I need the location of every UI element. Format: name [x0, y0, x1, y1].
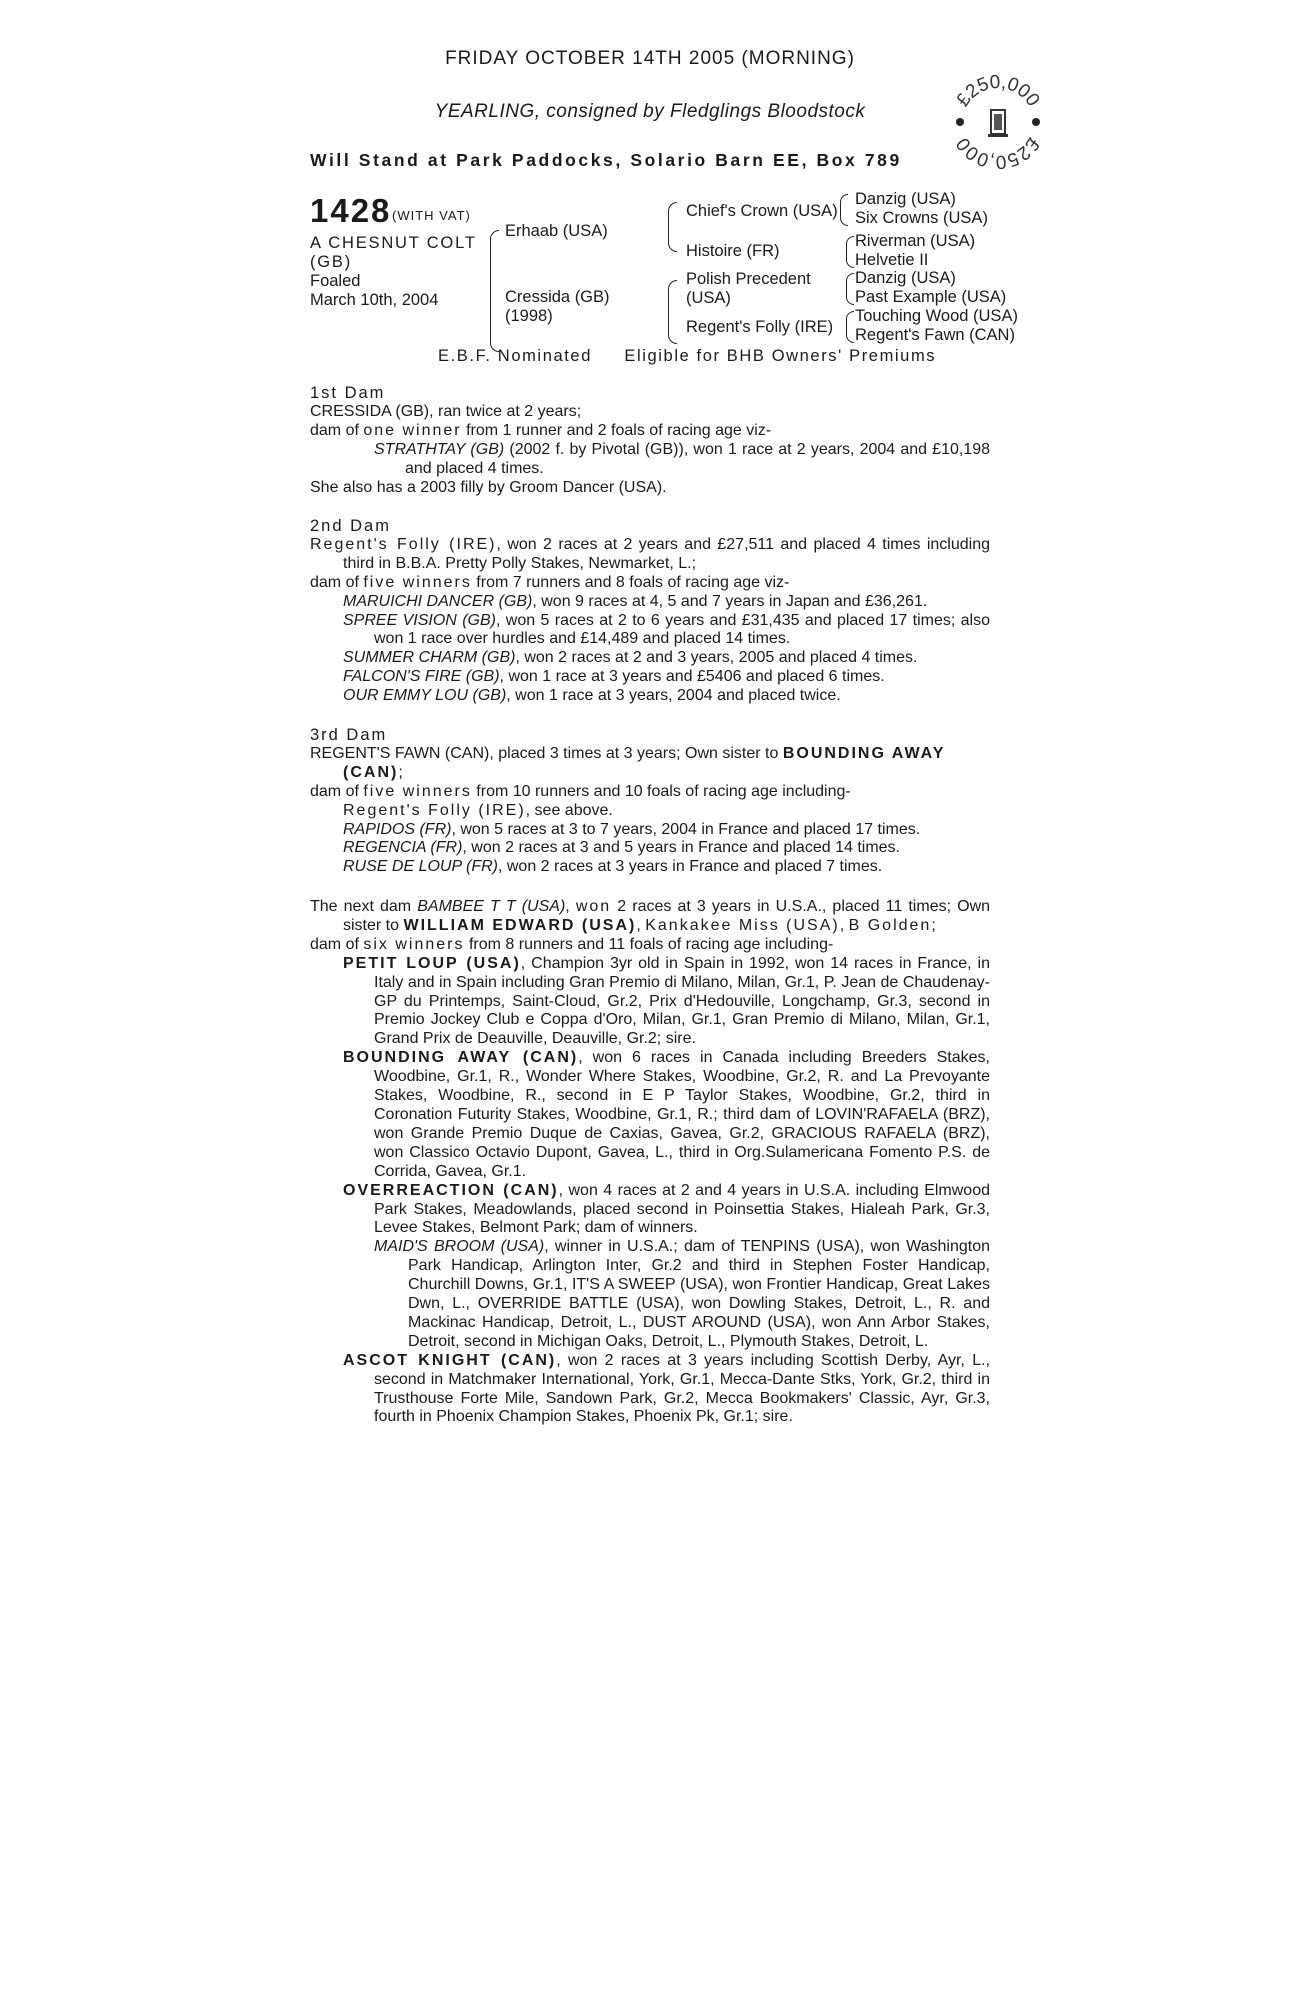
second-dam-summary: Regent's Folly (IRE), won 2 races at 2 years and £27,511 and placed 4 times including third in B.B.A. Pretty Polly Stakes, Newmarket, L.;	[310, 535, 990, 572]
stamp-price-bottom: £250,000	[952, 133, 1044, 172]
sire-name: Erhaab (USA)	[505, 222, 608, 240]
produce-overreaction: OVERREACTION (CAN), won 4 races at 2 and 4 years in U.S.A. including Elmwood Park Stakes, Meadowlands, placed second in Poinsettia Stakes, Hialeah Park, Gr.3, Levee Stakes, Belmont Park; dam of winners.	[343, 1181, 990, 1237]
dam-year: (1998)	[505, 307, 553, 325]
brace-g1	[840, 194, 848, 226]
produce-maids-broom: MAID'S BROOM (USA), winner in U.S.A.; dam of TENPINS (USA), won Washington Park Handicap, Arlington Inter, Gr.2 and third in Stephen Foster Handicap, Churchill Downs, Gr.1, IT'S A SWEEP (USA), won Frontier Handicap, Great Lakes Dwn, L., OVERRIDE BATTLE (USA), won Dowling Stakes, Detroit, L., R. and Mackinac Handicap, Detroit, L., DUST AROUND (USA), won Ann Arbor Stakes, Detroit, second in Michigan Oaks, Detroit, L., Plymouth Stakes, Detroit, L.	[374, 1238, 990, 1350]
price-stamp	[948, 72, 1048, 172]
third-dam-produce-4: RUSE DE LOUP (FR), won 2 races at 3 years in France and placed 7 times.	[343, 858, 883, 876]
brace-parents	[490, 230, 499, 352]
consignment-line: YEARLING, consigned by Fledglings Bloodstock	[434, 101, 866, 122]
second-dam-heading: 2nd Dam	[310, 517, 391, 535]
sale-date: FRIDAY OCTOBER 14TH 2005 (MORNING)	[445, 48, 855, 69]
ggp-3: Riverman (USA)	[855, 232, 976, 250]
first-dam-also: She also has a 2003 filly by Groom Dancer (USA).	[310, 478, 667, 496]
sire-sire: Chief's Crown (USA)	[686, 202, 838, 220]
brace-g4	[846, 311, 854, 343]
pedigree-table	[310, 192, 1040, 348]
ggp-8: Regent's Fawn (CAN)	[855, 326, 1015, 344]
next-dam-produce-line: dam of six winners from 8 runners and 11 foals of racing age including-	[310, 935, 834, 953]
stamp-price-top: £250,000	[952, 72, 1044, 111]
horse-description: A CHESNUT COLT	[310, 234, 477, 252]
produce-ascot-knight: ASCOT KNIGHT (CAN), won 2 races at 3 years including Scottish Derby, Ayr, L., second in Matchmaker International, York, Gr.1, Mecca-Dante Stks, York, Gr.2, third in Trusthouse Forte Mile, Sandown Park, Gr.2, Mecca Bookmakers' Classic, Ayr, Gr.3, fourth in Phoenix Champion Stakes, Phoenix Pk, Gr.1; sire.	[343, 1351, 990, 1426]
produce-petit-loup: PETIT LOUP (USA), Champion 3yr old in Spain in 1992, won 14 races in France, in Italy and in Spain including Gran Premio di Milano, Milan, Gr.1, P. Jean de Chaudenay-GP du Printemps, Saint-Cloud, Gr.2, Prix d'Hedouville, Longchamp, Gr.3, second in Premio Jockey Club e Coppa d'Oro, Milan, Gr.1, Gran Premio di Milano, Milan, Gr.1, Grand Prix de Deauville, Deauville, Gr.2; sire.	[343, 954, 991, 1048]
second-dam-produce-line: dam of five winners from 7 runners and 8 foals of racing age viz-	[310, 573, 790, 591]
second-dam-produce-3: SUMMER CHARM (GB), won 2 races at 2 and 3 years, 2005 and placed 4 times.	[343, 649, 918, 667]
first-dam-summary: CRESSIDA (GB), ran twice at 2 years;	[310, 402, 582, 420]
third-dam-summary: REGENT'S FAWN (CAN), placed 3 times at 3 years; Own sister to BOUNDING AWAY (CAN);	[310, 744, 946, 781]
vat-note: (WITH VAT)	[392, 208, 471, 223]
dam-name: Cressida (GB)	[505, 288, 610, 306]
dam-sire-line2: (USA)	[686, 289, 731, 307]
stamp-seal-icon	[948, 72, 1048, 172]
ggp-2: Six Crowns (USA)	[855, 209, 988, 227]
brace-dam-parents	[668, 280, 677, 344]
produce-bounding-away: BOUNDING AWAY (CAN), won 6 races in Canada including Breeders Stakes, Woodbine, Gr.1, R., Wonder Where Stakes, Woodbine, Gr.2, R. and La Prevoyante Stakes, Woodbine, R., second in E P Taylor Stakes, Woodbine, Gr.2, third in Coronation Futurity Stakes, Woodbine, Gr.1, R.; third dam of LOVIN'RAFAELA (BRZ), won Grande Premio Duque de Caxias, Gavea, Gr.2, GRACIOUS RAFAELA (BRZ), won Classico Octavio Dupont, Gavea, L., third in Org.Sulamericana Fomento P.S. de Corrida, Gavea, Gr.1.	[343, 1049, 990, 1180]
third-dam-produce-line: dam of five winners from 10 runners and 10 foals of racing age including-	[310, 782, 851, 800]
ggp-4: Helvetie II	[855, 251, 929, 269]
ggp-6: Past Example (USA)	[855, 288, 1007, 306]
first-dam-foal: STRATHTAY (GB) (2002 f. by Pivotal (GB)), won 1 race at 2 years, 2004 and £10,198 and placed 4 times.	[374, 440, 991, 477]
second-dam-produce-4: FALCON'S FIRE (GB), won 1 race at 3 years and £5406 and placed 6 times.	[343, 668, 885, 686]
next-dam-section	[310, 898, 990, 1427]
third-dam-heading: 3rd Dam	[310, 726, 388, 744]
second-dam-produce-1: MARUICHI DANCER (GB), won 9 races at 4, 5 and 7 years in Japan and £36,261.	[343, 592, 928, 610]
ebf-nominated: E.B.F. Nominated	[438, 347, 592, 365]
brace-g3	[846, 273, 854, 305]
third-dam-section	[310, 726, 990, 877]
eligibility-line	[438, 347, 936, 366]
sire-dam: Histoire (FR)	[686, 242, 780, 260]
horse-origin: (GB)	[310, 253, 353, 271]
dam-sire-line1: Polish Precedent	[686, 270, 811, 288]
ggp-7: Touching Wood (USA)	[855, 307, 1018, 325]
stand-location: Will Stand at Park Paddocks, Solario Barn EE, Box 789	[310, 150, 902, 170]
third-dam-produce-2: RAPIDOS (FR), won 5 races at 3 to 7 years, 2004 in France and placed 17 times.	[343, 820, 921, 838]
first-dam-section	[310, 384, 990, 497]
brace-g2	[846, 236, 854, 268]
ggp-1: Danzig (USA)	[855, 190, 956, 208]
third-dam-produce-3: REGENCIA (FR), won 2 races at 3 and 5 years in France and placed 14 times.	[343, 839, 900, 857]
bhb-eligible: Eligible for BHB Owners' Premiums	[624, 347, 937, 365]
first-dam-produce-line: dam of one winner from 1 runner and 2 foals of racing age viz-	[310, 421, 772, 439]
foaled-date: March 10th, 2004	[310, 291, 439, 309]
next-dam-intro: The next dam BAMBEE T T (USA), won 2 races at 3 years in U.S.A., placed 11 times; Own sister to WILLIAM EDWARD (USA), Kankakee Miss (USA), B Golden;	[310, 898, 991, 934]
svg-text:£250,000	[952, 134, 1043, 172]
brace-sire-parents	[668, 202, 677, 252]
third-dam-produce-1: Regent's Folly (IRE), see above.	[343, 801, 613, 819]
lot-number: 1428	[310, 192, 392, 229]
second-dam-produce-5: OUR EMMY LOU (GB), won 1 race at 3 years, 2004 and placed twice.	[343, 687, 841, 705]
second-dam-produce-2: SPREE VISION (GB), won 5 races at 2 to 6 years and £31,435 and placed 17 times; also won 1 race over hurdles and £14,489 and placed 14 times.	[343, 611, 991, 648]
first-dam-heading: 1st Dam	[310, 384, 386, 402]
svg-text:£250,000	[952, 72, 1043, 110]
ggp-5: Danzig (USA)	[855, 269, 956, 287]
foaled-label: Foaled	[310, 272, 361, 290]
second-dam-section	[310, 517, 990, 706]
dam-dam: Regent's Folly (IRE)	[686, 318, 834, 336]
